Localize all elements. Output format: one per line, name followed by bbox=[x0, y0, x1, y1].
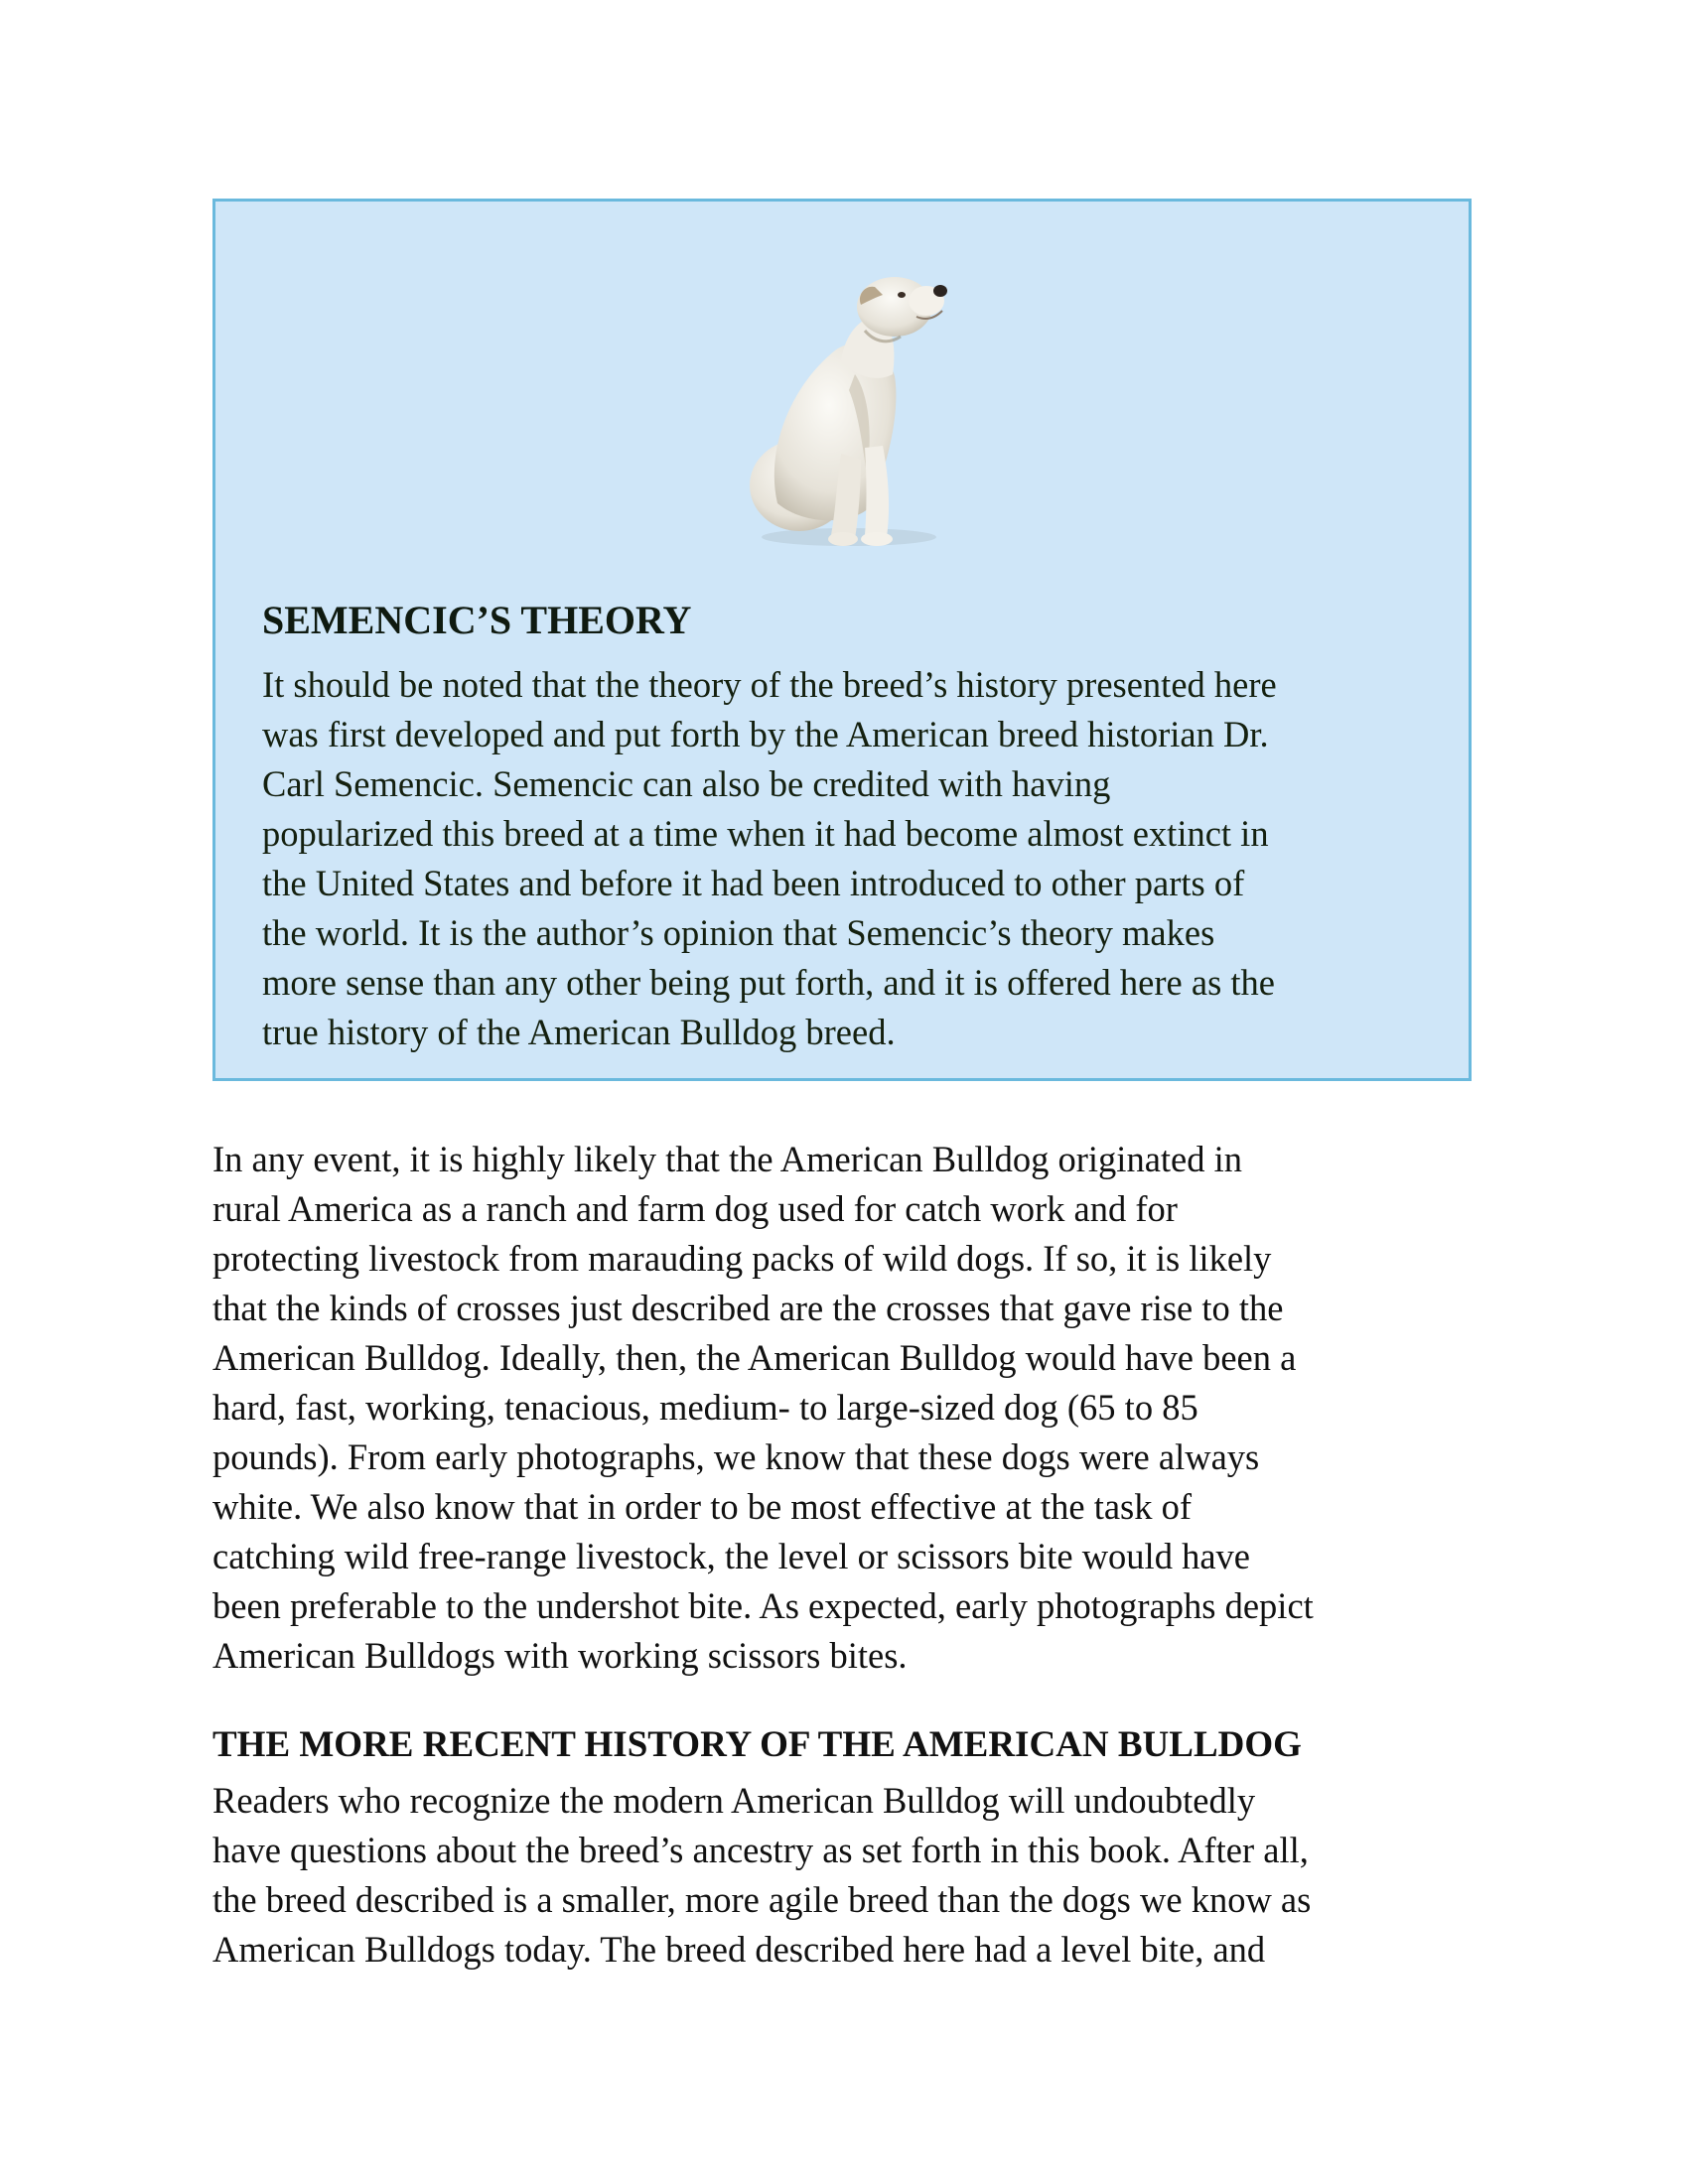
american-bulldog-photo bbox=[738, 265, 966, 553]
section-paragraph: Readers who recognize the modern American Bulldog will undoubtedly have questions about the breed’s ancestry as set forth in this book. After all, the breed described is a smaller, more agile breed than the dogs we know as American Bulldogs today. The breed described here had a level bite, and bbox=[212, 1780, 1312, 1970]
sidebar-box bbox=[212, 199, 1472, 1081]
section-heading: THE MORE RECENT HISTORY OF THE AMERICAN BULLDOG bbox=[212, 1724, 1302, 1765]
sidebar-text: It should be noted that the theory of the breed’s history presented here was first developed and put forth by the American breed historian Dr. Carl Semencic. Semencic can also be credited with having popularized this breed at a time when it had become almost extinct in the United States and before it had been introduced to other parts of the world. It is the author’s opinion that Semencic’s theory makes more sense than any other being put forth, and it is offered here as the true history of the American Bulldog breed. bbox=[262, 664, 1277, 1052]
body-paragraph: In any event, it is highly likely that the American Bulldog originated in rural America as a ranch and farm dog used for catch work and for protecting livestock from marauding packs of wild dogs. If so, it is likely that the kinds of crosses just described are the crosses that gave rise to the American Bulldog. Ideally, then, the American Bulldog would have been a hard, fast, working, tenacious, medium- to large-sized dog (65 to 85 pounds). From early photographs, we know that these dogs were always white. We also know that in order to be most effective at the task of catching wild free-range livestock, the level or scissors bite would have been preferable to the undershot bite. As expected, early photographs depict American Bulldogs with working scissors bites. bbox=[212, 1139, 1314, 1676]
sidebar-title: SEMENCIC’S THEORY bbox=[262, 598, 692, 642]
